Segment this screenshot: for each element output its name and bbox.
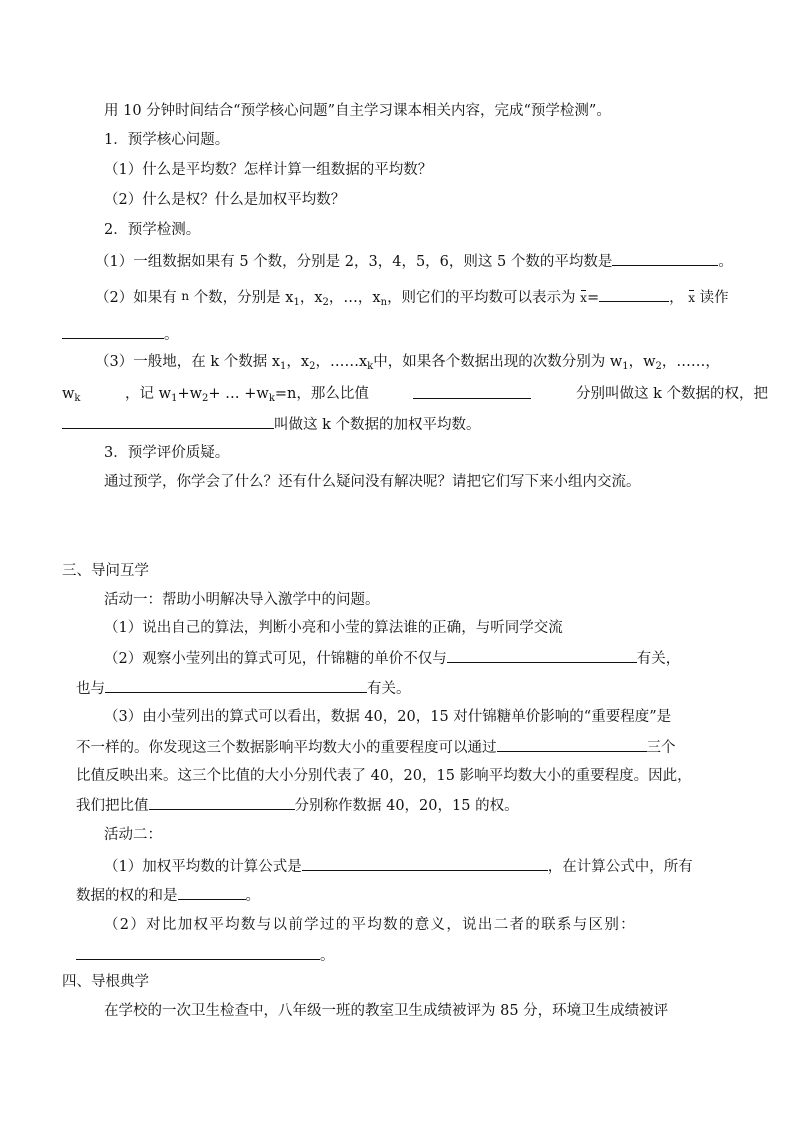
mean-symbol: x — [580, 288, 587, 308]
eval-heading: 3．预学评价质疑。 — [104, 445, 230, 461]
mean-symbol: x — [688, 288, 695, 308]
activity-1-q1: （1）说出自己的算法，判断小亮和小莹的算法谁的正确，与听同学交流 — [104, 620, 563, 636]
answer-blank[interactable] — [447, 648, 637, 663]
activity-1-q3-line4: 我们把比值 分别称作数据 40，20，15 的权。 — [76, 795, 519, 816]
section-4-heading: 四、导根典学 — [62, 974, 149, 990]
answer-blank[interactable] — [413, 384, 531, 399]
answer-blank[interactable] — [149, 795, 295, 810]
test-question-3-line3: 叫做这 k 个数据的加权平均数。 — [62, 414, 481, 435]
answer-blank[interactable] — [178, 885, 246, 900]
activity-1-q3-line2: 不一样的。你发现这三个数据影响平均数大小的重要程度可以通过 三个 — [76, 737, 676, 758]
test-question-3-line2: $w_k$ ，记 $w_1+w_2+$ … $+w_k=n$，那么比值 分别叫做这 k 个数据的权，把 — [62, 386, 768, 404]
test-question-1: （1）一组数据如果有 5 个数，分别是 2，3，4，5，6，则这 5 个数的平均数是 。 — [95, 251, 733, 272]
core-question-1: （1）什么是平均数？怎样计算一组数据的平均数？ — [104, 162, 433, 178]
test-question-1-text: （1）一组数据如果有 5 个数，分别是 2，3，4，5，6，则这 5 个数的平均数是 — [95, 254, 613, 270]
intro-text: 用 10 分钟时间结合“预学核心问题”自主学习课本相关内容，完成“预学检测”。 — [104, 103, 611, 119]
core-question-2: （2）什么是权？什么是加权平均数？ — [104, 192, 346, 208]
answer-blank[interactable] — [612, 251, 718, 266]
answer-blank[interactable] — [62, 414, 274, 429]
eval-text: 通过预学，你学会了什么？还有什么疑问没有解决呢？请把它们写下来小组内交流。 — [104, 474, 641, 490]
test-question-3: （3）一般地，在 k 个数据 $x_1$，$x_2$，$\dots\dots x_k$中，如果各个数据出现的次数分别为 $w_1$，$w_2$，……， — [95, 354, 720, 372]
activity-1-q2: （2）观察小莹列出的算式可见，什锦糖的单价不仅与 有关， — [104, 648, 680, 669]
answer-blank[interactable] — [105, 678, 367, 693]
answer-blank[interactable] — [62, 324, 164, 339]
test-question-2-cont: 。 — [62, 324, 179, 345]
section-4-paragraph: 在学校的一次卫生检查中，八年级一班的教室卫生成绩被评为 85 分，环境卫生成绩被评 — [104, 1003, 669, 1019]
activity-2-q2: （2）对比加权平均数与以前学过的平均数的意义，说出二者的联系与区别： — [104, 917, 636, 933]
activity-2-q1: （1）加权平均数的计算公式是 ，在计算公式中，所有 — [104, 856, 693, 877]
test-heading: 2．预学检测。 — [104, 222, 201, 238]
section-3-heading: 三、导问互学 — [62, 563, 149, 579]
answer-blank[interactable] — [76, 945, 320, 960]
test-question-2: （2）如果有 n 个数，分别是 $x_1$，$x_2$，…，$x_n$，则它们的平均数可以表示为 x= ， x 读作 — [95, 289, 729, 308]
core-questions-heading: 1．预学核心问题。 — [104, 132, 230, 148]
answer-blank[interactable] — [302, 856, 548, 871]
answer-blank[interactable] — [599, 287, 669, 302]
activity-1-q3: （3）由小莹列出的算式可以看出，数据 40，20，15 对什锦糖单价影响的“重要程度”是 — [104, 709, 672, 725]
activity-1-q3-line3: 比值反映出来。这三个比值的大小分别代表了 40，20，15 影响平均数大小的重要程度。因此， — [76, 768, 692, 784]
activity-1-q2-cont: 也与 有关。 — [76, 678, 411, 699]
activity-2-title: 活动二： — [104, 827, 162, 843]
activity-1-title: 活动一：帮助小明解决导入激学中的问题。 — [104, 592, 380, 608]
answer-blank[interactable] — [497, 737, 647, 752]
activity-2-q2-cont: 。 — [76, 945, 335, 966]
activity-2-q1-cont: 数据的权的和是 。 — [76, 885, 260, 906]
